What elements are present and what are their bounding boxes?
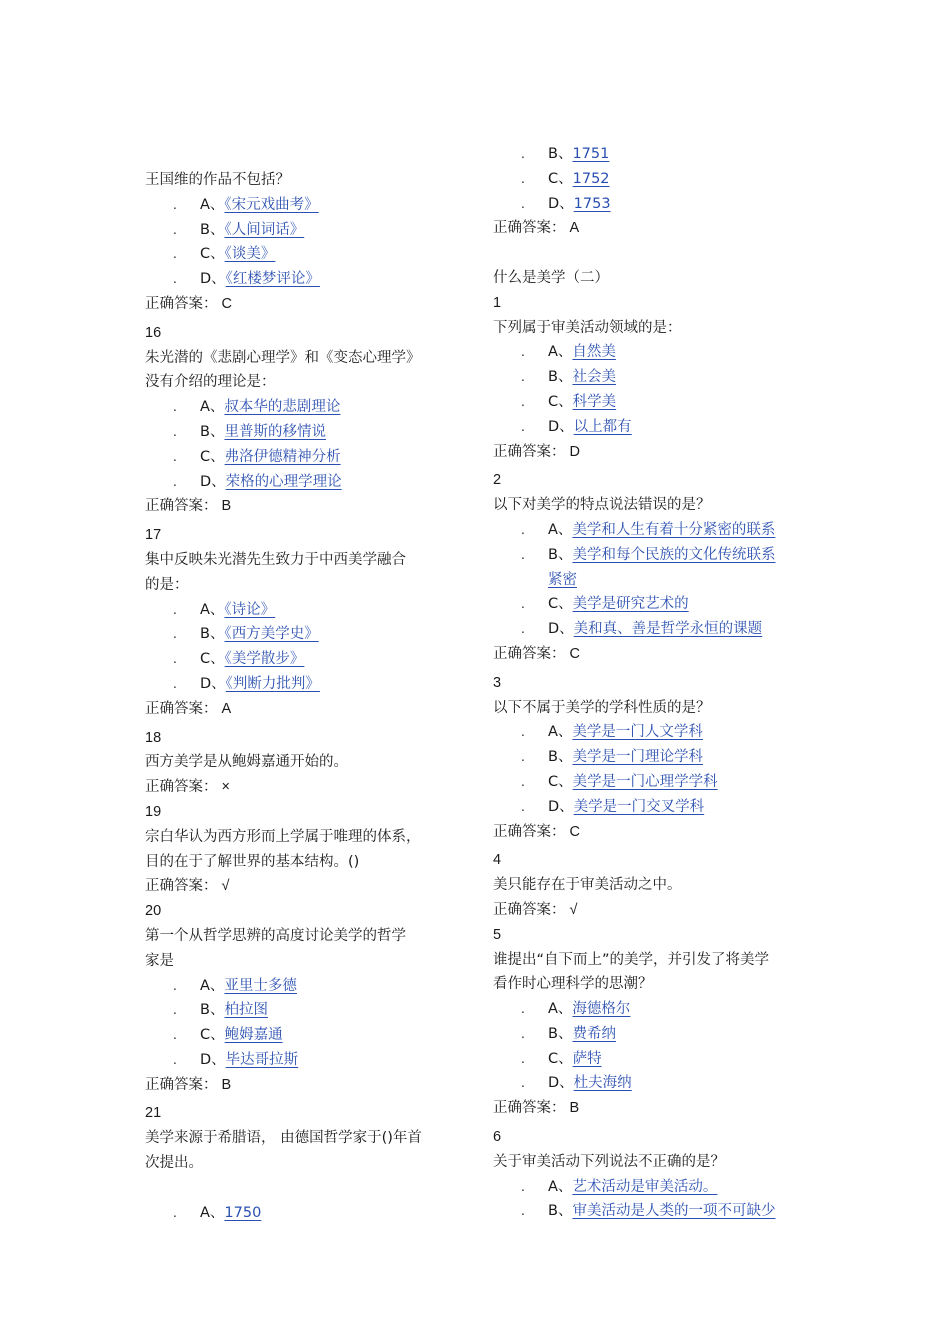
option-item [145,998,475,1023]
option-item [145,1048,475,1073]
option-letter: A、 [548,1178,573,1195]
question-text: 以下不属于美学的学科性质的是？ [493,699,711,716]
option-link[interactable]: 科学美 [572,393,617,410]
option-item [145,672,475,697]
bullet-icon: . [173,247,177,262]
question-number: 18 [145,729,162,746]
option-link[interactable]: 毕达哥拉斯 [225,1051,299,1068]
bullet-icon: . [521,725,525,740]
option-letter: D、 [200,473,226,490]
option-link[interactable]: 《美学散步》 [224,651,305,668]
option-link[interactable]: 美和真、善是哲学永恒的课题 [573,621,763,638]
option-item [145,420,475,445]
option-item [145,974,475,999]
bullet-icon: . [521,1076,525,1091]
option-letter: C、 [548,393,573,410]
option-link[interactable]: 《判断力批判》 [225,675,320,692]
option-link[interactable]: 以上都有 [573,418,632,435]
bullet-icon: . [521,1179,525,1194]
option-continuation [493,568,823,593]
blank-line [493,241,823,266]
option-link[interactable]: 审美活动是人类的一项不可缺少 [572,1203,776,1220]
bullet-icon: . [173,1205,177,1220]
option-item [145,622,475,647]
option-link[interactable]: 美学是一门交叉学科 [573,798,705,815]
correct-answer: 正确答案： √ [145,878,230,895]
question-text: 的是： [145,576,189,593]
question-number: 1 [493,294,502,311]
question-text: 朱光潜的《悲剧心理学》和《变态心理学》 [145,349,421,366]
option-link[interactable]: 美学是一门理论学科 [572,749,703,766]
option-letter: C、 [200,1027,225,1044]
option-link[interactable]: 1750 [224,1204,262,1221]
bullet-icon: . [521,799,525,814]
option-item [493,390,823,415]
option-link[interactable]: 海德格尔 [572,1001,631,1018]
option-link[interactable]: 美学是研究艺术的 [572,596,689,613]
option-item [145,395,475,420]
question-text: 次提出。 [145,1155,203,1172]
option-item [145,218,475,243]
bullet-icon: . [173,627,177,642]
option-item [493,795,823,820]
question-text: 美只能存在于审美活动之中。 [493,877,682,894]
question-number: 16 [145,324,162,341]
option-letter: C、 [548,773,573,790]
option-link[interactable]: 1752 [572,170,610,187]
bullet-icon: . [173,1003,177,1018]
option-letter: A、 [200,977,225,994]
question-number: 3 [493,674,502,691]
option-link[interactable]: 1753 [573,195,611,212]
question-text: 目的在于了解世界的基本结构。() [145,853,360,870]
question-number: 6 [493,1129,502,1146]
bullet-icon: . [173,272,177,287]
option-letter: C、 [200,448,225,465]
option-letter: D、 [200,1051,226,1068]
option-item [493,518,823,543]
bullet-icon: . [173,676,177,691]
option-letter: B、 [200,221,225,238]
question-text: 关于审美活动下列说法不正确的是？ [493,1153,725,1170]
bullet-icon: . [521,147,525,161]
question-text: 以下对美学的特点说法错误的是？ [493,497,711,514]
option-item [145,445,475,470]
left-column [145,168,475,1225]
bullet-icon: . [173,400,177,415]
question-text: 王国维的作品不包括？ [145,172,290,188]
option-link[interactable]: 《红楼梦评论》 [225,271,320,288]
option-link[interactable]: 《西方美学史》 [224,626,319,643]
option-letter: B、 [200,626,225,643]
option-letter: C、 [200,246,225,263]
option-letter: B、 [548,749,573,766]
option-link[interactable]: 荣格的心理学理论 [225,473,342,490]
question-text: 看作时心理科学的思潮？ [493,976,653,993]
option-letter: A、 [548,1001,573,1018]
question-number: 20 [145,903,162,920]
question-text: 西方美学是从鲍姆嘉通开始的。 [145,754,348,771]
option-item [145,598,475,623]
option-letter: C、 [548,1050,573,1067]
bullet-icon: . [521,774,525,789]
question-number: 17 [145,527,162,544]
bullet-icon: . [521,345,525,360]
option-letter: A、 [548,344,573,361]
option-letter: A、 [200,601,225,618]
option-letter: D、 [548,798,574,815]
option-item [145,647,475,672]
correct-answer: 正确答案： × [145,779,230,796]
option-item [493,1175,823,1200]
bullet-icon: . [521,370,525,385]
correct-answer: 正确答案： B [145,1076,232,1093]
option-link[interactable]: 社会美 [572,369,616,386]
question-text: 第一个从哲学思辨的高度讨论美学的哲学 [145,927,406,944]
bullet-icon: . [173,652,177,667]
right-column [493,142,823,1224]
option-letter: B、 [548,146,573,162]
option-letter: B、 [548,369,573,386]
bullet-icon: . [173,602,177,617]
option-item [493,1047,823,1072]
question-text: 谁提出“自下而上”的美学，并引发了将美学 [493,951,770,968]
correct-answer: 正确答案： C [493,823,580,840]
option-item [145,470,475,495]
option-link[interactable]: 亚里士多德 [224,977,297,994]
option-item [145,267,475,292]
option-letter: D、 [548,195,574,212]
option-item [145,1023,475,1048]
question-text: 集中反映朱光潜先生致力于中西美学融合 [145,551,406,568]
option-link[interactable]: 1751 [572,146,610,162]
option-link[interactable]: 《人间词话》 [224,221,305,238]
option-link[interactable]: 自然美 [572,344,616,361]
option-item [493,770,823,795]
option-letter: B、 [548,1203,573,1220]
option-letter: A、 [200,196,225,213]
question-text: 没有介绍的理论是： [145,374,276,391]
option-item [493,142,823,167]
question-text: 美学来源于希腊语， 由德国哲学家于()年首 [145,1130,422,1147]
bullet-icon: . [173,197,177,212]
option-item [493,1071,823,1096]
option-letter: A、 [200,399,225,416]
option-item [493,997,823,1022]
correct-answer: 正确答案： C [145,295,232,312]
option-letter: B、 [200,423,225,440]
option-letter: D、 [548,1075,574,1092]
option-link[interactable]: 费希纳 [572,1025,616,1042]
bullet-icon: . [521,622,525,637]
question-text: 家是 [145,952,174,969]
bullet-icon: . [173,424,177,439]
question-number: 4 [493,852,502,869]
option-letter: A、 [548,724,573,741]
option-link[interactable]: 美学是一门心理学学科 [572,773,718,790]
option-letter: D、 [200,271,226,288]
bullet-icon: . [521,1002,525,1017]
option-item [145,193,475,218]
option-link[interactable]: 杜夫海纳 [573,1075,632,1092]
bullet-icon: . [173,978,177,993]
option-item [145,242,475,267]
option-letter: D、 [548,621,574,638]
bullet-icon: . [521,547,525,562]
question-number: 19 [145,803,162,820]
bullet-icon: . [173,222,177,237]
option-link[interactable]: 艺术活动是审美活动。 [572,1178,718,1195]
blank-line [145,1176,475,1201]
correct-answer: 正确答案： A [145,700,232,717]
option-item [493,592,823,617]
question-number: 5 [493,926,502,943]
correct-answer: 正确答案： B [493,1100,580,1117]
bullet-icon: . [521,1026,525,1041]
option-item [493,167,823,192]
bullet-icon: . [521,750,525,765]
option-letter: D、 [548,418,574,435]
bullet-icon: . [173,449,177,464]
option-link[interactable]: 弗洛伊德精神分析 [224,448,341,465]
option-item [493,365,823,390]
correct-answer: 正确答案： B [145,498,232,515]
option-letter: B、 [548,546,573,563]
option-item [493,720,823,745]
bullet-icon: . [173,1052,177,1067]
question-text: 下列属于审美活动领域的是： [493,319,682,336]
option-item [493,745,823,770]
correct-answer: 正确答案： A [493,220,580,237]
option-link[interactable]: 美学和每个民族的文化传统联系 [572,546,776,563]
bullet-icon: . [521,1051,525,1066]
bullet-icon: . [521,394,525,409]
option-link[interactable]: 《宋元戏曲考》 [224,196,319,213]
option-letter: B、 [200,1002,225,1019]
option-letter: A、 [200,1204,225,1221]
option-letter: D、 [200,675,226,692]
option-letter: A、 [548,521,573,538]
option-link[interactable]: 叔本华的悲剧理论 [224,399,341,416]
option-link[interactable]: 《诗论》 [224,601,276,618]
option-link[interactable]: 美学和人生有着十分紧密的联系 [572,521,776,538]
bullet-icon: . [521,196,525,211]
bullet-icon: . [521,522,525,537]
option-item [493,340,823,365]
option-item [493,415,823,440]
option-link[interactable]: 鲍姆嘉通 [224,1027,283,1044]
question-text: 宗白华认为西方形而上学属于唯理的体系， [145,828,421,845]
option-link[interactable]: 《谈美》 [224,246,276,263]
option-letter: B、 [548,1025,573,1042]
option-link[interactable]: 美学是一门人文学科 [572,724,703,741]
option-item [493,192,823,217]
option-letter: C、 [200,651,225,668]
question-text: 什么是美学（二） [493,269,609,286]
bullet-icon: . [521,597,525,612]
bullet-icon: . [521,419,525,434]
option-letter: C、 [548,596,573,613]
option-item [145,1201,475,1226]
correct-answer: 正确答案： √ [493,901,578,918]
correct-answer: 正确答案： C [493,645,580,662]
question-number: 2 [493,472,502,489]
bullet-icon: . [173,1028,177,1043]
correct-answer: 正确答案： D [493,443,580,460]
option-link[interactable]: 紧密 [548,571,577,588]
option-item [493,543,823,568]
option-item [493,1022,823,1047]
option-letter: C、 [548,170,573,187]
bullet-icon: . [521,171,525,186]
option-link[interactable]: 萨特 [572,1050,602,1067]
option-link[interactable]: 柏拉图 [224,1002,268,1019]
question-number: 21 [145,1105,162,1122]
bullet-icon: . [521,1204,525,1219]
option-item [493,617,823,642]
bullet-icon: . [173,474,177,489]
option-link[interactable]: 里普斯的移情说 [224,423,326,440]
option-item [493,1199,823,1224]
